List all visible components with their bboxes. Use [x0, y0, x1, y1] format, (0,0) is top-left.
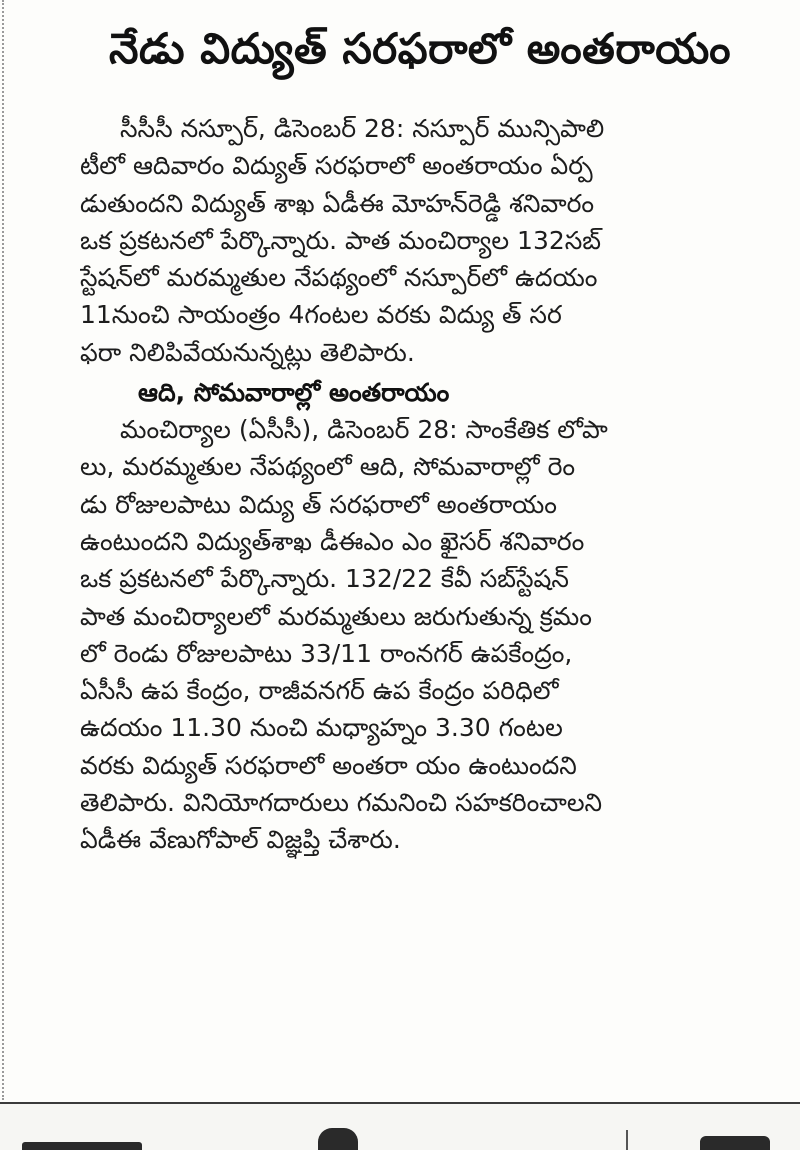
column-dotted-rule: [2, 0, 4, 1100]
article-headline: నేడు విద్యుత్ సరఫరాలో అంతరాయం: [108, 24, 731, 73]
column-divider: [626, 1130, 628, 1150]
story-1-line: స్టేషన్‌లో మరమ్మతుల నేపథ్యంలో నస్పూర్‌లో ఉదయం: [80, 263, 598, 293]
cropped-text-fragment: [22, 1142, 142, 1150]
story-2-line: లో రెండు రోజులపాటు 33/11 రాంనగర్ ఉపకేంద్రం,: [80, 638, 573, 668]
story-1-line: టీలో ఆదివారం విద్యుత్ సరఫరాలో అంతరాయం ఏర్ప: [80, 151, 593, 181]
story-2-body: [80, 411, 760, 859]
story-2-line: పాత మంచిర్యాలలో మరమ్మతులు జరుగుతున్న క్రమం: [80, 601, 592, 631]
story-2-line: ఉంటుందని విద్యుత్‌శాఖ డీఈఎం ఎం ఖైసర్ శనివారం: [80, 526, 585, 556]
story-2-line: డు రోజులపాటు విద్యు త్ సరఫరాలో అంతరాయం: [80, 489, 557, 519]
cropped-text-fragment: [318, 1128, 358, 1150]
story-1-body: [80, 110, 760, 371]
story-2-line: తెలిపారు. వినియోగదారులు గమనించి సహకరించాలని: [80, 788, 603, 818]
story-2-line: వరకు విద్యుత్ సరఫరాలో అంతరా యం ఉంటుందని: [80, 750, 577, 780]
story-2-line: ఏసీసీ ఉప కేంద్రం, రాజీవనగర్ ఉప కేంద్రం పరిధిలో: [80, 676, 559, 706]
story-1-line: ఫరా నిలిపివేయనున్నట్లు తెలిపారు.: [80, 337, 415, 367]
story-2-line: మంచిర్యాల (ఏసీసీ), డిసెంబర్ 28: సాంకేతిక లోపా: [120, 415, 608, 445]
story-2-subheading: ఆది, సోమవారాల్లో అంతరాయం: [138, 378, 450, 408]
cropped-text-fragment: [700, 1136, 770, 1150]
story-1-line: డుతుందని విద్యుత్ శాఖ ఏడీఈ మోహన్‌రెడ్డి శనివారం: [80, 188, 595, 218]
story-1-line: ఒక ప్రకటనలో పేర్కొన్నారు. పాత మంచిర్యాల 132సబ్: [80, 225, 602, 255]
story-2-line: ఏడీఈ వేణుగోపాల్ విజ్ఞప్తి చేశారు.: [80, 825, 401, 855]
story-1-line: 11నుంచి సాయంత్రం 4గంటల వరకు విద్యు త్ సర: [80, 300, 562, 330]
story-2-line: ఉదయం 11.30 నుంచి మధ్యాహ్నం 3.30 గంటల: [80, 713, 563, 743]
news-article: [80, 18, 760, 859]
story-1-line: సీసీసీ నస్పూర్, డిసెంబర్ 28: నస్పూర్ మున్సిపాలి: [120, 114, 605, 143]
story-2-line: ఒక ప్రకటనలో పేర్కొన్నారు. 132/22 కేవీ సబ్‌స్టేషన్: [80, 564, 569, 594]
story-2-line: లు, మరమ్మతుల నేపథ్యంలో ఆది, సోమవారాల్లో రెం: [80, 452, 576, 482]
